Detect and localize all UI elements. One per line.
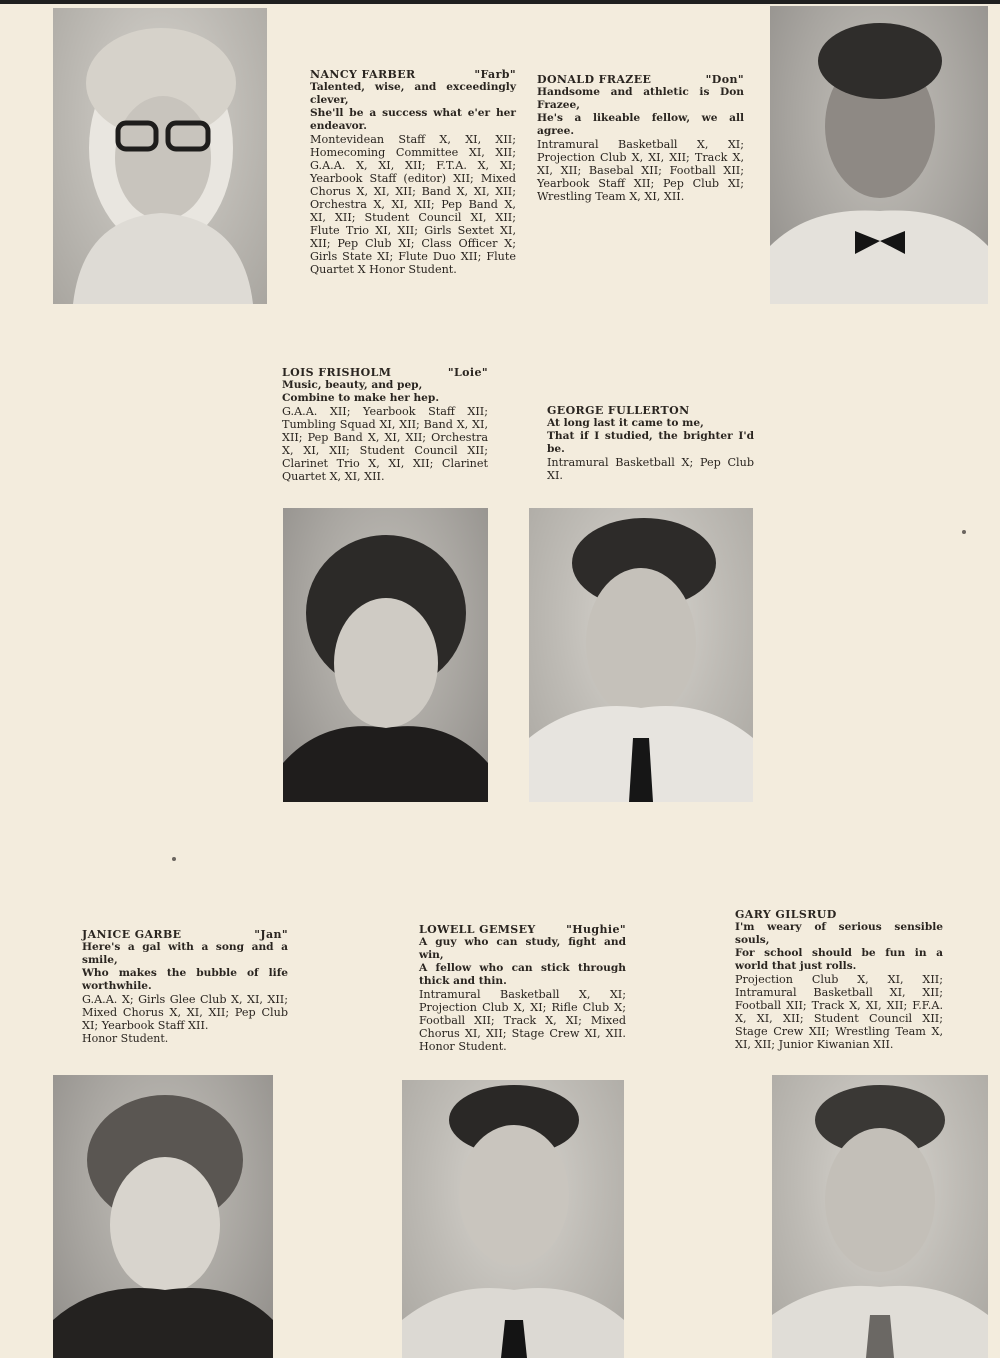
motto-line: Combine to make her hep. [282,392,440,404]
student-nickname: "Jan" [254,928,288,941]
entry-lowell-gemsey [419,923,626,1053]
student-name: GEORGE FULLERTON [547,404,690,417]
page-top-edge [0,0,1000,4]
student-motto [537,86,744,138]
portrait-george-fullerton [529,508,753,802]
entry-donald-frazee [537,73,744,203]
student-activities: Projection Club X, XI, XII; Intramural Basketball XI, XII; Football XII; Track X, XI, XII; F.F.A. X, XI, XII; Student Council XII; Stage Crew XII; Wrestling Team X, XI, XII; Junior Kiwanian XII. [735,973,943,1051]
motto-line: A fellow who can stick through thick and thin. [419,962,626,987]
student-name: NANCY FARBER [310,68,416,81]
portrait-janice-garbe [53,1075,273,1358]
entry-george-fullerton [547,404,754,482]
student-motto [310,81,516,133]
entry-lois-frisholm [282,366,488,483]
motto-line: A guy who can study, fight and win, [419,936,626,961]
motto-line: She'll be a success what e'er her endeavor. [310,107,516,132]
honor-student: Honor Student. [82,1032,169,1045]
motto-line: That if I studied, the brighter I'd be. [547,430,754,455]
motto-line: I'm weary of serious sensible souls, [735,921,943,946]
student-nickname: "Don" [705,73,744,86]
student-name: DONALD FRAZEE [537,73,652,86]
paper-speck [962,530,966,534]
motto-line: For school should be fun in a world that just rolls. [735,947,943,972]
student-activities: Intramural Basketball X; Pep Club XI. [547,456,754,482]
student-motto [547,417,754,456]
student-activities: Intramural Basketball X, XI; Projection Club X, XI, XII; Track X, XI, XII; Basebal XII; Football XII; Yearbook Staff XII; Pep Club XI; Wrestling Team X, XI, XII. [537,138,744,203]
student-name: LOWELL GEMSEY [419,923,536,936]
student-motto [82,941,288,993]
portrait-gary-gilsrud [772,1075,988,1358]
motto-line: He's a likeable fellow, we all agree. [537,112,744,137]
portrait-lois-frisholm [283,508,488,802]
student-motto [282,379,488,405]
entry-gary-gilsrud [735,908,943,1051]
student-nickname: "Farb" [474,68,516,81]
motto-line: Talented, wise, and exceedingly clever, [310,81,516,106]
motto-line: At long last it came to me, [547,417,704,429]
portrait-donald-frazee [770,6,988,304]
entry-janice-garbe [82,928,288,1045]
student-nickname: "Hughie" [566,923,626,936]
paper-speck [172,857,176,861]
motto-line: Here's a gal with a song and a smile, [82,941,288,966]
student-motto [419,936,626,988]
motto-line: Handsome and athletic is Don Frazee, [537,86,744,111]
motto-line: Music, beauty, and pep, [282,379,423,391]
student-activities: Montevidean Staff X, XI, XII; Homecoming Committee XI, XII; G.A.A. X, XI, XII; F.T.A. X, XI; Yearbook Staff (editor) XII; Mixed Chorus X, XI, XII; Band X, XI, XII; Orchestra X, XI, XII; Pep Band X, XI, XII; Student Council XI, XII; Flute Trio XI, XII; Girls Sextet XI, XII; Pep Club XI; Class Officer X; Girls State XI; Flute Duo XII; Flute Quartet X Honor Student. [310,133,516,276]
entry-nancy-farber [310,68,516,276]
student-name: JANICE GARBE [82,928,182,941]
portrait-lowell-gemsey [402,1080,624,1358]
motto-line: Who makes the bubble of life worthwhile. [82,967,288,992]
student-name: GARY GILSRUD [735,908,837,921]
portrait-nancy-farber [53,8,267,304]
student-motto [735,921,943,973]
student-activities: G.A.A. XII; Yearbook Staff XII; Tumbling Squad XI, XII; Band X, XI, XII; Pep Band X, XI, XII; Orchestra X, XI, XII; Student Council XII; Clarinet Trio X, XI, XII; Clarinet Quartet X, XI, XII. [282,405,488,483]
student-activities: G.A.A. X; Girls Glee Club X, XI, XII; Mixed Chorus X, XI, XII; Pep Club XI; Yearbook Staff XII. [82,993,288,1032]
student-activities: Intramural Basketball X, XI; Projection Club X, XI; Rifle Club X; Football XII; Track X, XI; Mixed Chorus XI, XII; Stage Crew XI, XII. Honor Student. [419,988,626,1053]
student-name: LOIS FRISHOLM [282,366,392,379]
student-nickname: "Loie" [447,366,488,379]
